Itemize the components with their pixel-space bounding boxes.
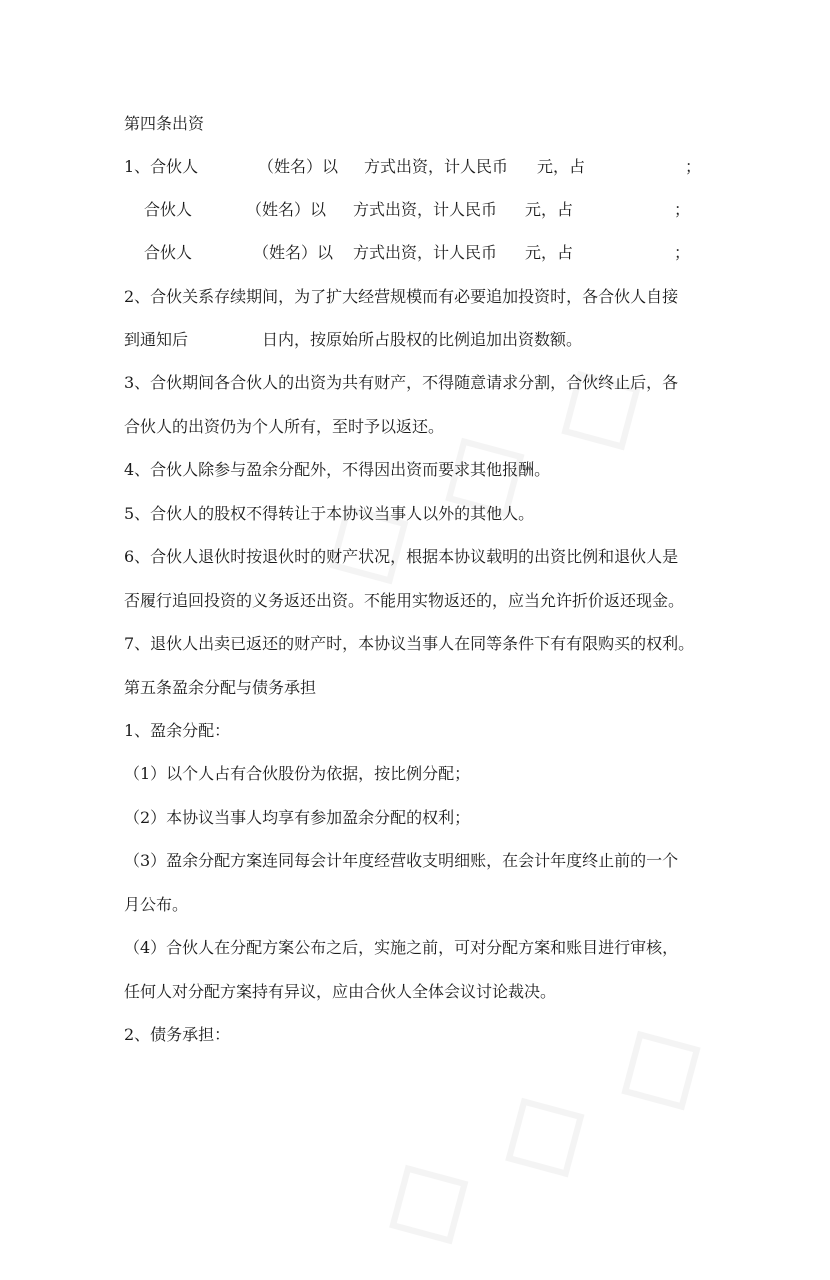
method-label: 方式出资，计人民币 [353,243,498,262]
semicolon: ； [685,157,702,176]
yuan-label: 元，占 [525,243,574,262]
clause-4: 4、合伙人除参与盈余分配外，不得因出资而要求其他报酬。 [124,460,551,479]
yuan-label: 元，占 [537,157,586,176]
notice-label: 到通知后 [124,330,189,349]
profit-distribution-heading: 1、盈余分配： [124,721,231,740]
sub-clause-2: （2）本协议当事人均享有参加盈余分配的权利； [124,808,471,827]
partner-label: 合伙人 [144,243,193,262]
sub-clause-1: （1）以个人占有合伙股份为依据，按比例分配； [124,764,471,783]
sub-clause-3-line-2: 月公布。 [124,895,189,914]
semicolon: ； [674,243,691,262]
watermark [349,979,731,1280]
days-text: 日内，按原始所占股权的比例追加出资数额。 [262,330,583,349]
sub-clause-3-line-1: （3）盈余分配方案连同每会计年度经营收支明细账，在会计年度终止前的一个 [124,851,679,870]
partner-label: 合伙人 [144,200,193,219]
name-label: （姓名）以 [253,243,334,262]
yuan-label: 元，占 [525,200,574,219]
clause-3-line-1: 3、合伙期间各合伙人的出资为共有财产，不得随意请求分割，合伙终止后，各 [124,373,679,392]
sub-clause-4-line-2: 任何人对分配方案持有异议，应由合伙人全体会议讨论裁决。 [124,982,557,1001]
sub-clause-4-line-1: （4）合伙人在分配方案公布之后，实施之前，可对分配方案和账目进行审核， [124,938,679,957]
name-label: （姓名）以 [258,157,339,176]
method-label: 方式出资，计人民币 [364,157,509,176]
clause-5: 5、合伙人的股权不得转让于本协议当事人以外的其他人。 [124,504,535,523]
clause-2-line-1: 2、合伙关系存续期间，为了扩大经营规模而有必要追加投资时，各合伙人自接 [124,287,679,306]
clause-7: 7、退伙人出卖已返还的财产时，本协议当事人在同等条件下有有限购买的权利。 [124,634,695,653]
semicolon: ； [674,200,691,219]
name-label: （姓名）以 [246,200,327,219]
clause-6-line-2: 否履行追回投资的义务返还出资。不能用实物返还的，应当允许折价返还现金。 [124,591,685,610]
section-4-title: 第四条出资 [124,114,205,133]
debt-heading: 2、债务承担： [124,1025,231,1044]
clause-6-line-1: 6、合伙人退伙时按退伙时的财产状况，根据本协议载明的出资比例和退伙人是 [124,547,679,566]
partner-label: 1、合伙人 [124,157,199,176]
section-5-title: 第五条盈余分配与债务承担 [124,678,317,697]
method-label: 方式出资，计人民币 [353,200,498,219]
clause-3-line-2: 合伙人的出资仍为个人所有，至时予以返还。 [124,417,445,436]
